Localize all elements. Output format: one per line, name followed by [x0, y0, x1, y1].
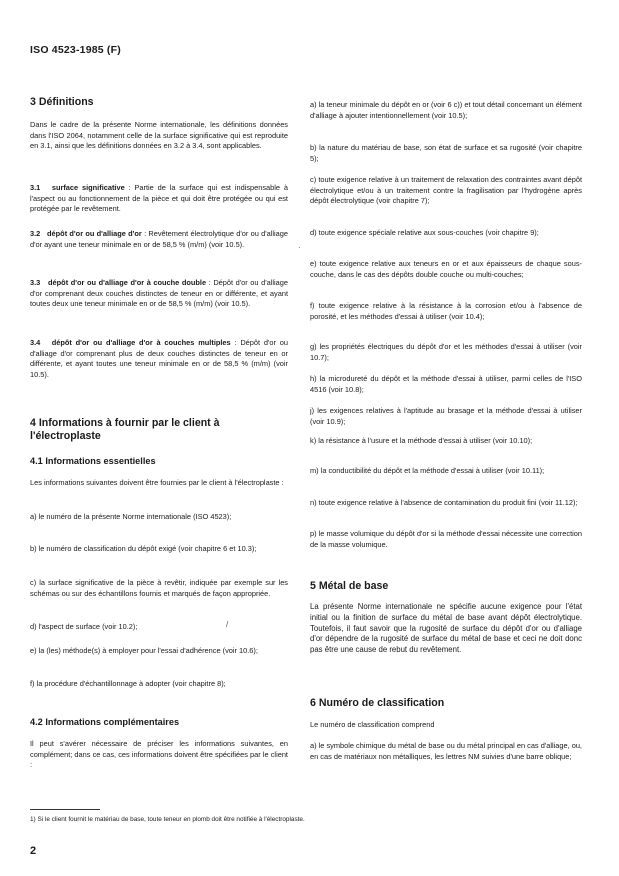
footnote: 1) Si le client fournit le matériau de base, toute teneur en plomb doit être notifiée à l'électroplaste. — [30, 816, 305, 823]
definition-text: : Revêtement électrolytique d'or ou d'alliage d'or ayant une teneur minimale en or de 58,5 % (m/m) (voir 10.5). — [30, 229, 288, 249]
list-item: a) le symbole chimique du métal de base ou du métal principal en cas d'alliage, ou, en cas de matériaux non métalliques, les lettres NM suivies d'une barre oblique; — [310, 741, 582, 761]
list-item: b) la nature du matériau de base, son état de surface et sa rugosité (voir chapitre 5); — [310, 143, 582, 163]
definition-term: dépôt d'or ou d'alliage d'or à couches multiples — [51, 338, 231, 347]
list-item: b) le numéro de classification du dépôt exigé (voir chapitre 6 et 10.3); — [30, 544, 257, 553]
list-item: h) la microdureté du dépôt et la méthode d'essai à utiliser, parmi celles de l'ISO 4516 (voir 10.8); — [310, 374, 582, 394]
section-6-title: 6 Numéro de classification — [310, 697, 445, 709]
section-6-intro: Le numéro de classification comprend — [310, 720, 435, 729]
definition-number: 3.1 — [30, 183, 41, 192]
section-3-intro: Dans le cadre de la présente Norme internationale, les définitions données dans l'ISO 2064, notamment celle de la surface significative qui est reproduite en 3.1, ainsi que les définitions données en 3.2 à 3.4, sont applicables. — [30, 120, 288, 151]
document-header: ISO 4523-1985 (F) — [30, 44, 121, 56]
list-item: n) toute exigence relative à l'absence de contamination du produit fini (voir 11.12); — [310, 498, 578, 507]
definition-text: : Partie de la surface qui est indispensable à l'aspect ou au fonctionnement de la pièce et qui doit être protégée ou qui est protégée par le revêtement. — [30, 183, 288, 214]
list-item: c) toute exigence relative à un traitement de relaxation des contraintes avant dépôt électrolytique et/ou à un traitement contre la fragilisation par l'hydrogène après dépôt électrolytique (voir chapitre 7); — [310, 175, 582, 206]
list-item: m) la conductibilité du dépôt et la méthode d'essai à utiliser (voir 10.11); — [310, 466, 545, 475]
definition-number: 3.3 — [30, 278, 41, 287]
list-item: a) la teneur minimale du dépôt en or (voir 6 c)) et tout détail concernant un élément d'alliage à ajouter intentionnellement (voir 10.5); — [310, 100, 582, 120]
section-4-2-title: 4.2 Informations complémentaires — [30, 717, 180, 727]
section-5-title: 5 Métal de base — [310, 580, 389, 592]
page-number: 2 — [30, 845, 37, 857]
list-item: f) la procédure d'échantillonnage à adopter (voir chapitre 8); — [30, 679, 226, 688]
section-4-title: 4 Informations à fournir par le client à l'électroplaste — [30, 417, 220, 442]
scan-mark: · — [298, 243, 301, 252]
definition-number: 3.4 — [30, 338, 41, 347]
list-item: d) l'aspect de surface (voir 10.2); — [30, 622, 138, 631]
section-4-2-intro: Il peut s'avérer nécessaire de préciser les informations suivantes, en complément; dans ce cas, ces informations doivent être spécifiées par le client : — [30, 739, 288, 770]
definition-text: : Dépôt d'or ou d'alliage d'or comprenant plus de deux couches distinctes de teneur en or différente, et ayant toutes une teneur minimale en or de 58,5 % (m/m) (voir 10.5). — [30, 338, 288, 379]
list-item: c) la surface significative de la pièce à revêtir, indiquée par exemple sur les schémas ou sur des échantillons fournis et marqués de façon appropriée. — [30, 578, 288, 598]
list-item: g) les propriétés électriques du dépôt d'or et les méthodes d'essai à utiliser (voir 10.7); — [310, 342, 582, 362]
list-item: a) le numéro de la présente Norme internationale (ISO 4523); — [30, 512, 232, 521]
list-item: e) la (les) méthode(s) à employer pour l'essai d'adhérence (voir 10.6); — [30, 646, 258, 655]
footnote-rule — [30, 809, 100, 810]
section-3-title: 3 Définitions — [30, 96, 94, 108]
section-5-text: La présente Norme internationale ne spécifie aucune exigence pour l'état initial ou la finition de surface du métal de base avant dépôt électrolytique. Toutefois, il faut savoir que la rugosité de surface du dépôt d'or ou d'alliage d'or dépendre de la rugosité de surface du métal de base et ceci ne doit donc pas être une cause de rebut du revêtement. — [310, 602, 582, 655]
definition-3-2 — [30, 229, 288, 250]
definition-term: surface significative — [51, 183, 125, 192]
list-item: p) le masse volumique du dépôt d'or si la méthode d'essai nécessite une correction de la masse volumique. — [310, 529, 582, 549]
definition-3-4 — [30, 338, 288, 380]
list-item: k) la résistance à l'usure et la méthode d'essai à utiliser (voir 10.10); — [310, 436, 533, 445]
definition-term: dépôt d'or ou d'alliage d'or — [47, 229, 142, 238]
definition-term: dépôt d'or ou d'alliage d'or à couche double — [48, 278, 207, 287]
scan-mark: / — [226, 620, 229, 629]
definition-3-3 — [30, 278, 288, 310]
list-item: f) toute exigence relative à la résistance à la corrosion et/ou à l'absence de porosité, et les méthodes d'essai à utiliser (voir 10.4); — [310, 301, 582, 321]
list-item: d) toute exigence spéciale relative aux sous-couches (voir chapitre 9); — [310, 228, 539, 237]
definition-number: 3.2 — [30, 229, 41, 238]
section-4-1-intro: Les informations suivantes doivent être fournies par le client à l'électroplaste : — [30, 478, 284, 487]
definition-3-1 — [30, 183, 288, 215]
list-item: e) toute exigence relative aux teneurs en or et aux épaisseurs de chaque sous-couche, dans le cas des dépôts double couche ou multi-couches; — [310, 259, 582, 279]
section-4-1-title: 4.1 Informations essentielles — [30, 456, 156, 466]
list-item: j) les exigences relatives à l'aptitude au brasage et la méthode d'essai à utiliser (voir 10.9); — [310, 406, 582, 426]
definition-text: : Dépôt d'or ou d'alliage d'or comprenant deux couches distinctes de teneur en or différente, et ayant toutes deux une teneur minimale en or de 58,5 % (m/m) (voir 10.5). — [30, 278, 288, 309]
